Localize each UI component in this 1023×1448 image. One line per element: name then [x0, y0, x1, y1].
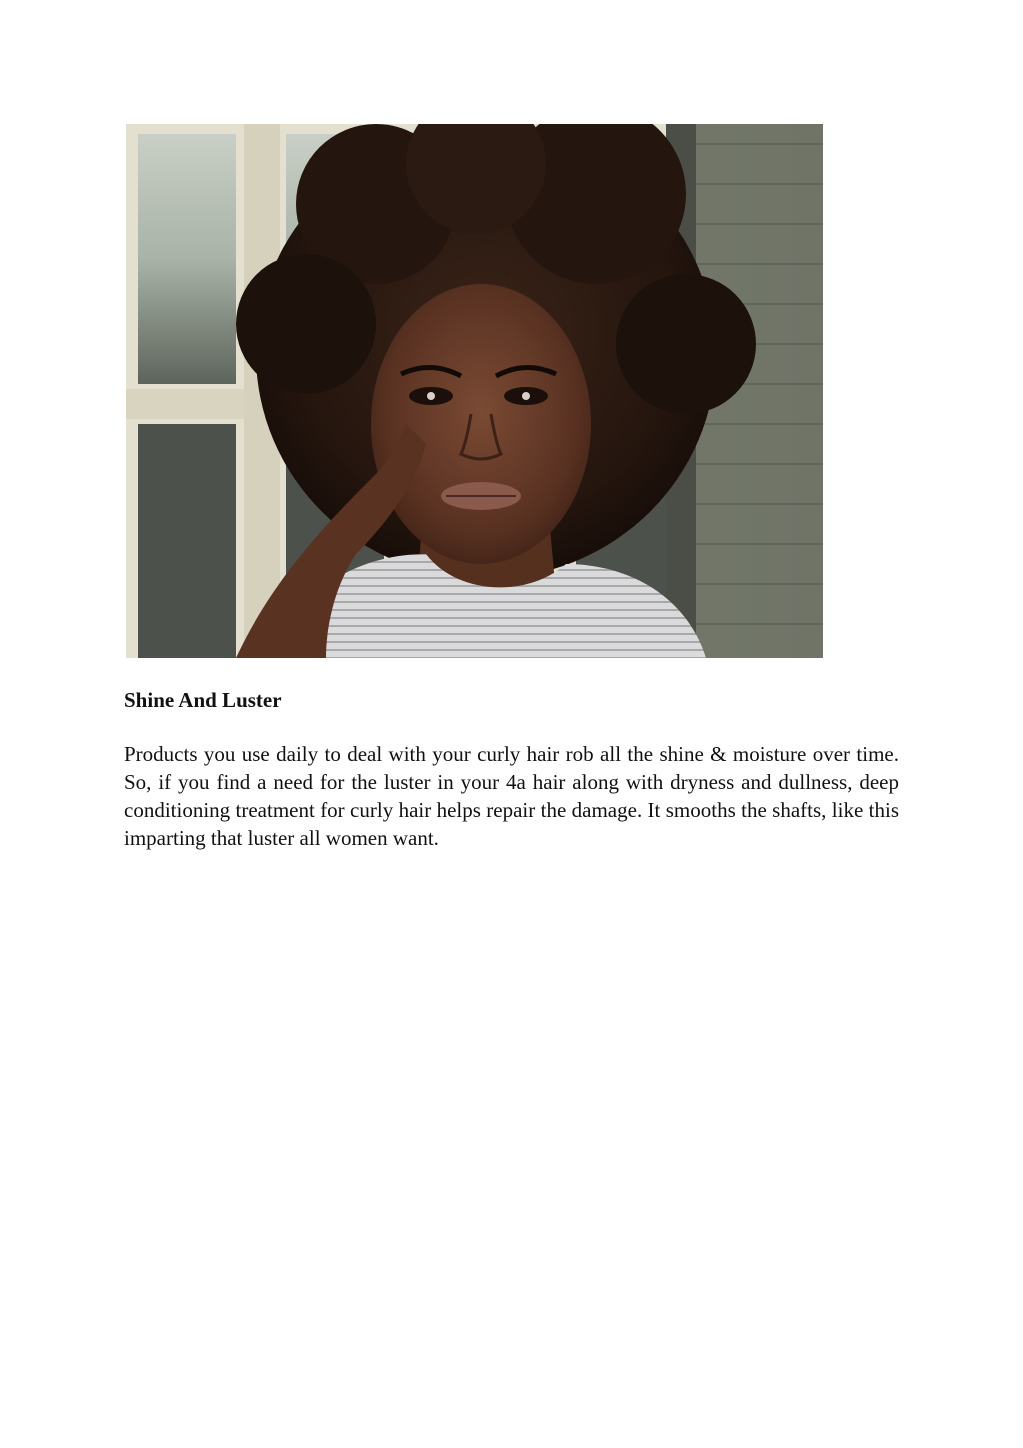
portrait-photo [126, 124, 823, 658]
section-paragraph: Products you use daily to deal with your curly hair rob all the shine & moisture over time. So, if you find a need for the luster in your 4a hair along with dryness and dullness, deep conditioning treatment for curly hair helps repair the damage. It smooths the shafts, like this imparting that luster all women want. [124, 742, 899, 850]
portrait-photo-illustration [126, 124, 823, 658]
section-heading: Shine And Luster [124, 688, 282, 712]
